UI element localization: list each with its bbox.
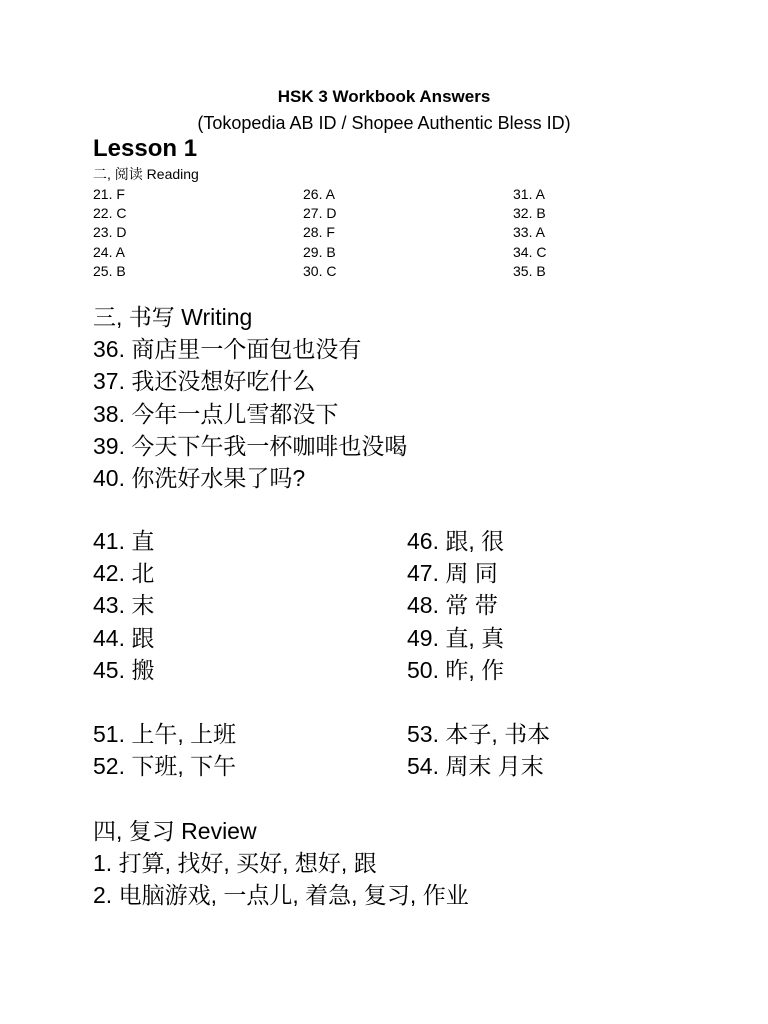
reading-column-1: [93, 185, 126, 281]
reading-answer: 35. B: [513, 262, 546, 279]
review-heading: 四, 复习 Review: [93, 818, 257, 844]
review-answer: 2. 电脑游戏, 一点儿, 着急, 复习, 作业: [93, 882, 469, 909]
reading-answer: 33. A: [513, 224, 545, 241]
char-answer: 50. 昨, 作: [407, 656, 505, 683]
char-answer: 41. 直: [93, 528, 155, 554]
char-answer: 47. 周 同: [407, 560, 498, 587]
reading-column-2: [303, 185, 336, 281]
words-right-column: [407, 718, 550, 782]
lesson-heading: Lesson 1: [93, 135, 198, 162]
reading-answer: 28. F: [303, 224, 335, 241]
reading-answer: 23. D: [93, 224, 127, 241]
reading-answer: 25. B: [93, 262, 126, 279]
reading-answer: 22. C: [93, 205, 127, 222]
writing-answer: 36. 商店里一个面包也没有: [93, 336, 362, 363]
char-answer: 49. 直, 真: [407, 624, 505, 651]
reading-answer: 21. F: [93, 186, 125, 202]
char-answer: 42. 北: [93, 560, 155, 587]
chars-right-column: [407, 525, 504, 686]
chars-left-column: [93, 525, 154, 686]
word-answer: 51. 上午, 上班: [93, 721, 237, 747]
word-answer: 54. 周末 月末: [407, 753, 544, 780]
char-answer: 48. 常 带: [407, 592, 498, 619]
writing-answer: 40. 你洗好水果了吗?: [93, 464, 306, 491]
reading-heading: 二, 阅读 Reading: [93, 166, 199, 182]
writing-answer: 38. 今年一点儿雪都没下: [93, 400, 339, 427]
document-subtitle: (Tokopedia AB ID / Shopee Authentic Bless ID): [197, 113, 571, 133]
word-answer: 53. 本子, 书本: [407, 721, 551, 747]
char-answer: 46. 跟, 很: [407, 528, 505, 554]
reading-answer: 26. A: [303, 186, 335, 202]
reading-answer: 27. D: [303, 205, 337, 222]
char-answer: 44. 跟: [93, 624, 155, 651]
words-left-column: [93, 718, 236, 782]
writing-heading: 三, 书写 Writing: [93, 304, 253, 330]
reading-column-3: [513, 185, 546, 281]
reading-answer: 30. C: [303, 262, 337, 279]
review-section: [93, 815, 469, 912]
writing-section: [93, 301, 407, 494]
review-answer: 1. 打算, 找好, 买好, 想好, 跟: [93, 850, 377, 877]
word-answer: 52. 下班, 下午: [93, 753, 237, 780]
reading-answer: 24. A: [93, 243, 125, 260]
writing-answer: 37. 我还没想好吃什么: [93, 368, 316, 395]
reading-answer: 31. A: [513, 186, 545, 202]
document-title: HSK 3 Workbook Answers: [277, 87, 491, 106]
writing-answer: 39. 今天下午我一杯咖啡也没喝: [93, 432, 408, 459]
reading-answer: 32. B: [513, 205, 546, 222]
char-answer: 43. 末: [93, 592, 155, 619]
reading-answer: 29. B: [303, 243, 336, 260]
char-answer: 45. 搬: [93, 656, 155, 683]
reading-answer: 34. C: [513, 243, 547, 260]
